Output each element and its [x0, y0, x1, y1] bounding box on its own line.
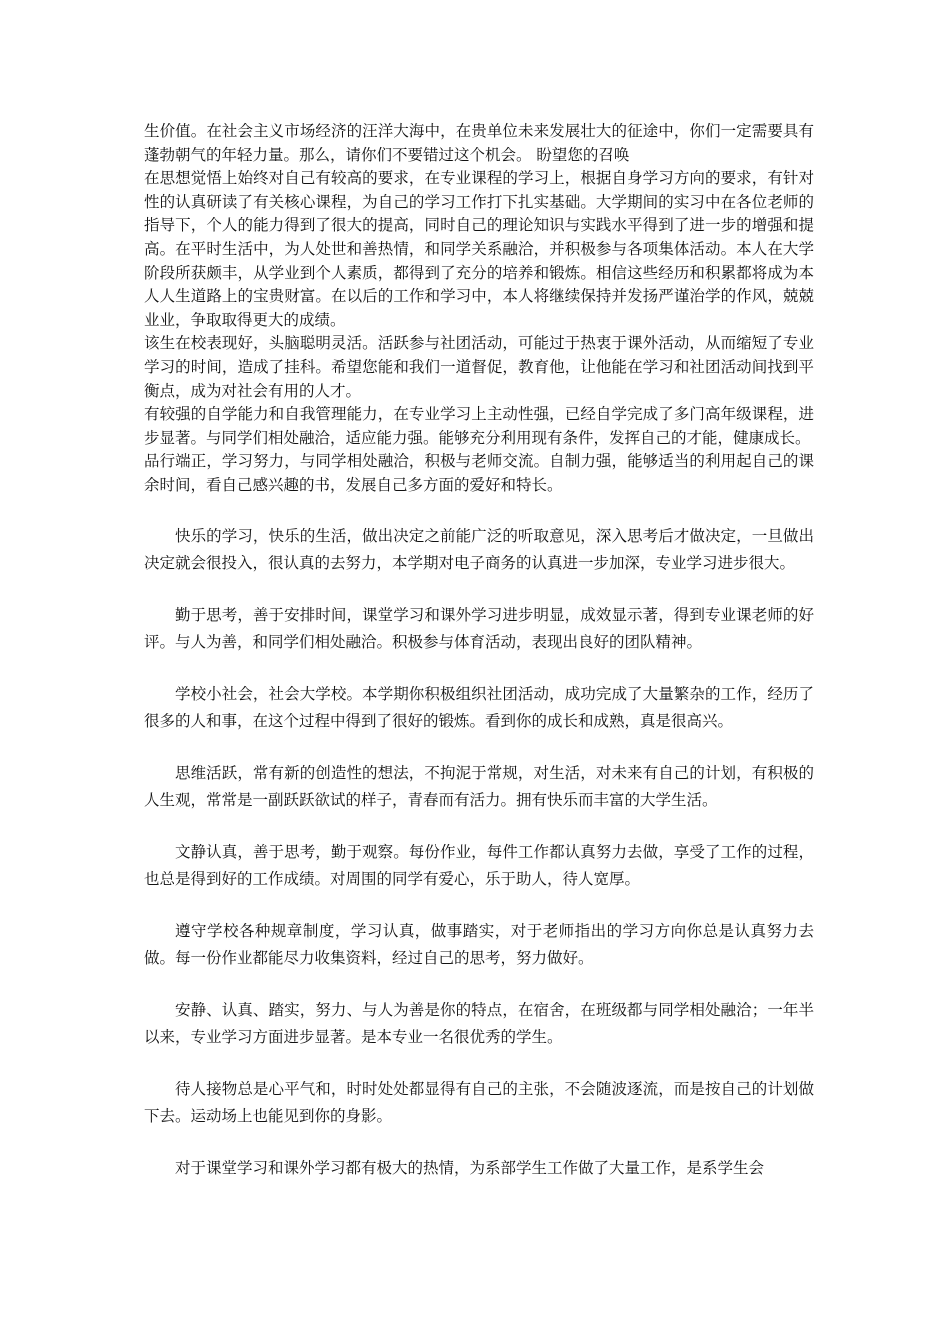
indented-paragraph: 安静、认真、踏实，努力、与人为善是你的特点，在宿舍，在班级都与同学相处融洽；一年半以来，专业学习方面进步显著。是本专业一名很优秀的学生。	[144, 1000, 814, 1046]
top-paragraph-block	[144, 120, 814, 498]
paragraph: 生价值。在社会主义市场经济的汪洋大海中，在贵单位未来发展壮大的征途中，你们一定需要具有蓬勃朝气的年轻力量。那么，请你们不要错过这个机会。 盼望您的召唤	[144, 122, 814, 164]
paragraph: 品行端正，学习努力，与同学相处融洽，积极与老师交流。自制力强，能够适当的利用起自己的课余时间，看自己感兴趣的书，发展自己多方面的爱好和特长。	[144, 452, 814, 494]
indented-paragraph: 思维活跃，常有新的创造性的想法，不拘泥于常规，对生活，对未来有自己的计划，有积极的人生观，常常是一副跃跃欲试的样子，青春而有活力。拥有快乐而丰富的大学生活。	[144, 763, 814, 809]
indented-paragraph: 对于课堂学习和课外学习都有极大的热情，为系部学生工作做了大量工作，是系学生会	[175, 1158, 765, 1177]
indented-paragraph: 文静认真，善于思考，勤于观察。每份作业，每件工作都认真努力去做，享受了工作的过程，也总是得到好的工作成绩。对周围的同学有爱心，乐于助人，待人宽厚。	[144, 842, 814, 888]
paragraph: 有较强的自学能力和自我管理能力，在专业学习上主动性强，已经自学完成了多门高年级课程，进步显著。与同学们相处融洽，适应能力强。能够充分利用现有条件，发挥自己的才能，健康成长。	[144, 405, 814, 447]
indented-paragraph-block	[144, 523, 814, 1183]
indented-paragraph: 遵守学校各种规章制度，学习认真，做事踏实，对于老师指出的学习方向你总是认真努力去做。每一份作业都能尽力收集资料，经过自己的思考，努力做好。	[144, 921, 814, 967]
paragraph: 在思想觉悟上始终对自己有较高的要求，在专业课程的学习上，根据自身学习方向的要求，有针对性的认真研读了有关核心课程，为自己的学习工作打下扎实基础。大学期间的实习中在各位老师的指导下，个人的能力得到了很大的提高，同时自己的理论知识与实践水平得到了进一步的增强和提高。在平时生活中，为人处世和善热情，和同学关系融洽，并积极参与各项集体活动。本人在大学阶段所获颇丰，从学业到个人素质，都得到了充分的培养和锻炼。相信这些经历和积累都将成为本人人生道路上的宝贵财富。在以后的工作和学习中，本人将继续保持并发扬严谨治学的作风，兢兢业业，争取取得更大的成绩。	[144, 169, 814, 329]
document-page	[144, 120, 814, 1206]
paragraph: 该生在校表现好，头脑聪明灵活。活跃参与社团活动，可能过于热衷于课外活动，从而缩短了专业学习的时间，造成了挂科。希望您能和我们一道督促，教育他，让他能在学习和社团活动间找到平衡点，成为对社会有用的人才。	[144, 334, 814, 400]
indented-paragraph: 学校小社会，社会大学校。本学期你积极组织社团活动，成功完成了大量繁杂的工作，经历了很多的人和事，在这个过程中得到了很好的锻炼。看到你的成长和成熟，真是很高兴。	[144, 684, 814, 730]
indented-paragraph: 待人接物总是心平气和，时时处处都显得有自己的主张，不会随波逐流，而是按自己的计划做下去。运动场上也能见到你的身影。	[144, 1079, 814, 1125]
indented-paragraph: 勤于思考，善于安排时间，课堂学习和课外学习进步明显，成效显示著，得到专业课老师的好评。与人为善，和同学们相处融洽。积极参与体育活动，表现出良好的团队精神。	[144, 605, 814, 651]
indented-paragraph: 快乐的学习，快乐的生活，做出决定之前能广泛的听取意见，深入思考后才做决定，一旦做出决定就会很投入，很认真的去努力，本学期对电子商务的认真进一步加深，专业学习进步很大。	[144, 526, 814, 572]
